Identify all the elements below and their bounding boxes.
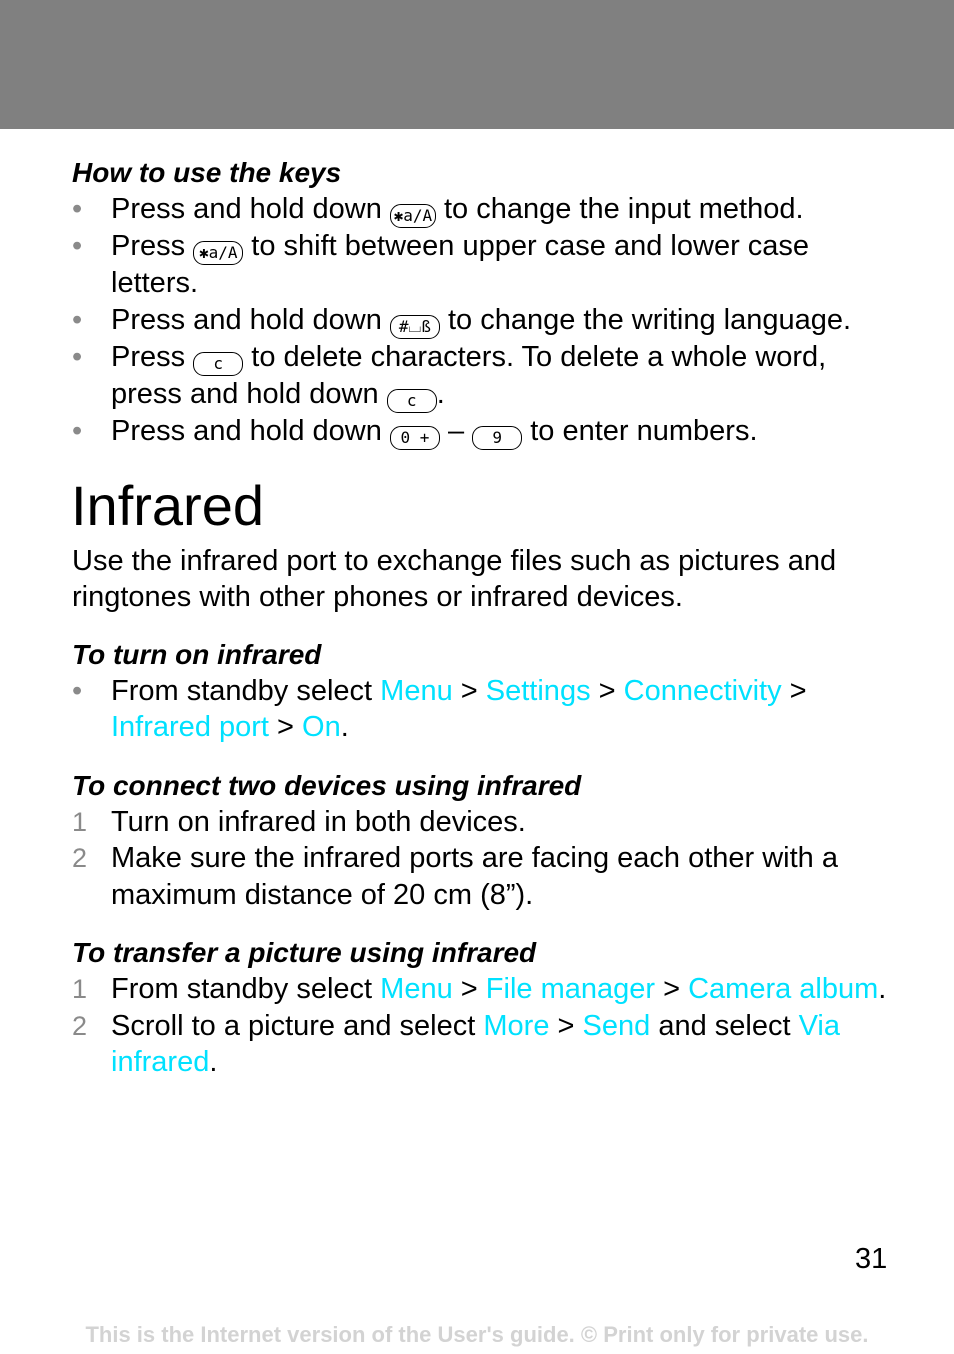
turn-on-heading: To turn on infrared [72,638,322,670]
footer-notice: This is the Internet version of the User's guide. © Print only for private use. [85,1322,869,1347]
connect-steps [72,804,892,914]
list-item: • Press ✱a/A to shift between upper case and lower case letters. [72,230,810,299]
zero-key-icon: 0 + [390,426,440,450]
transfer-steps [72,971,892,1081]
step-number: 2 [72,1010,88,1041]
bullet-icon: • [72,340,83,373]
hash-key-icon: #⌴ß [390,315,440,339]
bullet-icon: • [72,193,83,225]
nine-key-icon: 9 [472,426,522,450]
list-item: 1 From standby select Menu > File manager > Camera album. [72,971,892,1008]
list-item: • Press and hold down #⌴ß to change the writing language. [72,302,892,339]
bullet-icon: • [72,303,83,336]
connect-heading: To connect two devices using infrared [72,769,582,801]
list-item: • Press c to delete characters. To delete a whole word, press and hold down c . [72,339,892,413]
transfer-heading: To transfer a picture using infrared [72,937,537,968]
keys-list [72,191,892,450]
c-key-icon: c [387,389,437,413]
header-bar [0,0,954,129]
step-number: 1 [72,974,88,1004]
bullet-icon: • [72,230,83,262]
menu-path-on: On [302,711,341,743]
menu-path-connectivity: Connectivity [623,674,782,707]
list-item: • Press and hold down 0 + – 9 to enter numbers. [72,413,892,450]
list-item: 2 Scroll to a picture and select More > Send and select Via infrared. [72,1009,840,1078]
bullet-icon: • [72,674,83,707]
step-number: 2 [72,843,88,873]
turn-on-list [72,673,892,746]
keys-heading: How to use the keys [72,157,342,188]
list-item: • Press and hold down ✱a/A to change the input method. [72,191,892,228]
menu-path-send: Send [582,1009,651,1042]
page-title: Infrared [71,473,264,537]
page-content [72,155,892,1081]
c-key-icon: c [193,352,243,376]
page-number: 31 [855,1243,888,1275]
list-item: 2 Make sure the infrared ports are facing each other with a maximum distance of 20 cm (8”). [72,842,838,911]
menu-path-menu: Menu [380,674,453,707]
menu-path-settings: Settings [485,674,591,707]
menu-path-menu: Menu [380,973,453,1005]
bullet-icon: • [72,414,83,447]
menu-path-file-manager: File manager [485,973,656,1005]
menu-path-camera-album: Camera album [688,973,879,1005]
star-key-icon: ✱a/A [390,204,436,228]
menu-path-more: More [483,1009,550,1042]
menu-path-via-infrared: Via infrared [111,1009,840,1078]
list-item: 1 Turn on infrared in both devices. [72,804,892,841]
star-key-icon: ✱a/A [193,241,243,265]
step-number: 1 [72,806,88,837]
list-item: • From standby select Menu > Settings > Connectivity > Infrared port > On. [72,674,807,743]
menu-path-infrared-port: Infrared port [111,711,269,743]
intro-paragraph: Use the infrared port to exchange files such as pictures and ringtones with other phones or infrared devices. [72,544,837,613]
